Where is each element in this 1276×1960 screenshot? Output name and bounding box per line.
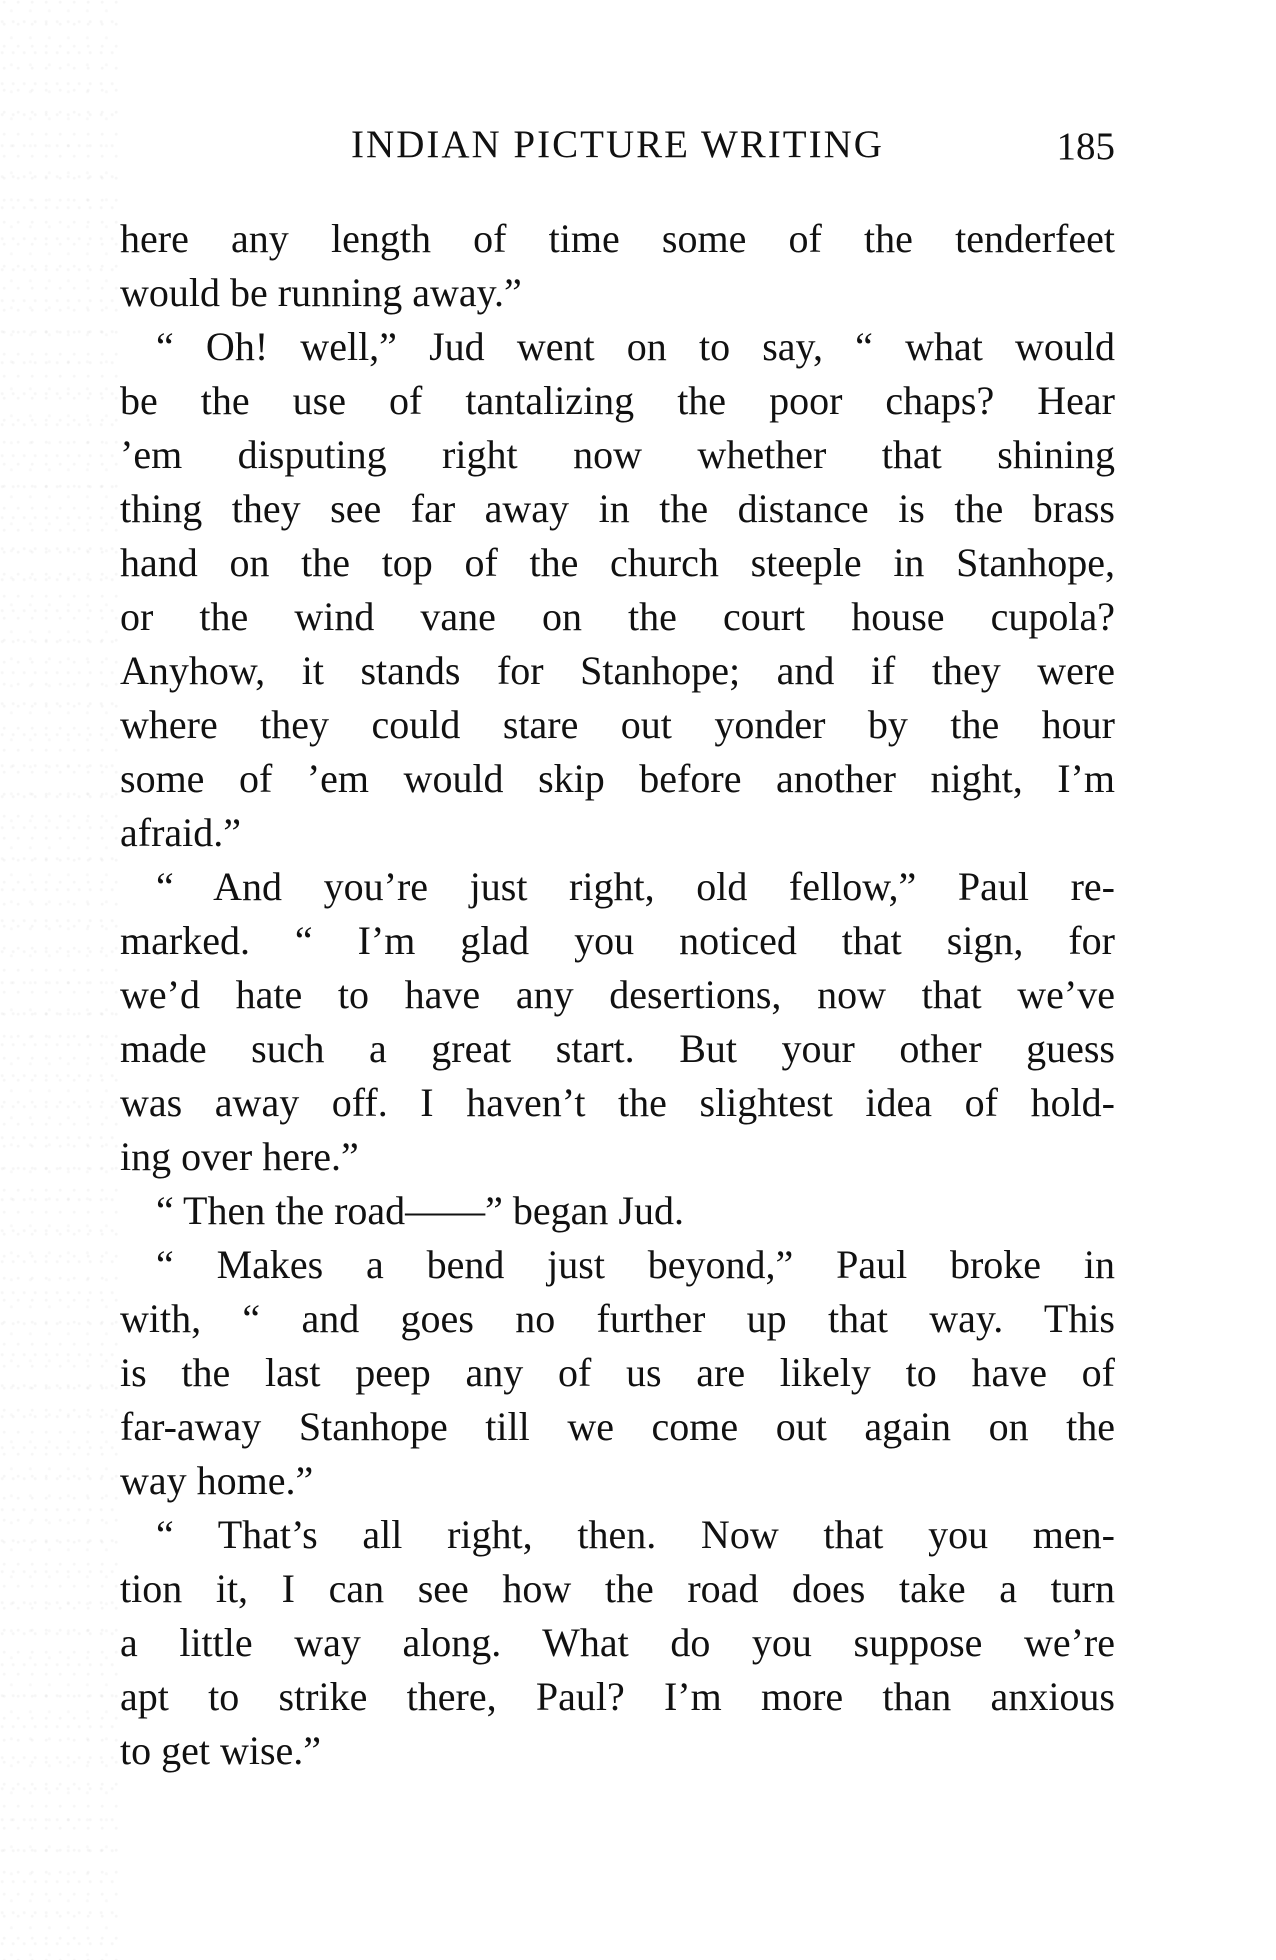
text-line: ’em disputing right now whether that shining [120, 432, 1115, 477]
text-line: where they could stare out yonder by the hour [120, 702, 1115, 747]
running-head: INDIAN PICTURE WRITING [351, 123, 884, 166]
text-line: way home.” [120, 1458, 314, 1503]
page-edge-speckle [0, 0, 120, 1960]
text-line: hand on the top of the church steeple in Stanhope, [120, 540, 1115, 585]
text-line: “ Oh! well,” Jud went on to say, “ what would [156, 324, 1115, 369]
text-line: was away off. I haven’t the slightest idea of hold- [120, 1080, 1115, 1125]
text-line: made such a great start. But your other guess [120, 1026, 1115, 1071]
text-line: we’d hate to have any desertions, now that we’ve [120, 972, 1115, 1017]
text-line: tion it, I can see how the road does take a turn [120, 1566, 1115, 1611]
text-line: ing over here.” [120, 1134, 359, 1179]
text-line: a little way along. What do you suppose we’re [120, 1620, 1115, 1665]
text-line: here any length of time some of the tenderfeet [120, 216, 1115, 261]
text-line: or the wind vane on the court house cupola? [120, 594, 1115, 639]
page-header [120, 122, 1115, 174]
text-line: “ That’s all right, then. Now that you men- [156, 1512, 1115, 1557]
text-line: is the last peep any of us are likely to have of [120, 1350, 1115, 1395]
page-number: 185 [1056, 125, 1115, 168]
text-line: Anyhow, it stands for Stanhope; and if they were [120, 648, 1115, 693]
text-line: afraid.” [120, 810, 242, 855]
text-line: marked. “ I’m glad you noticed that sign, for [120, 918, 1115, 963]
text-line: would be running away.” [120, 270, 522, 315]
text-line: thing they see far away in the distance is the brass [120, 486, 1115, 531]
text-line: some of ’em would skip before another night, I’m [120, 756, 1115, 801]
text-line: apt to strike there, Paul? I’m more than anxious [120, 1674, 1115, 1719]
text-line: be the use of tantalizing the poor chaps? Hear [120, 378, 1115, 423]
body-text [120, 212, 1115, 1778]
text-line: with, “ and goes no further up that way. This [120, 1296, 1115, 1341]
text-line: to get wise.” [120, 1728, 322, 1773]
text-line: far-away Stanhope till we come out again on the [120, 1404, 1115, 1449]
text-line: “ And you’re just right, old fellow,” Paul re- [156, 864, 1115, 909]
text-line: “ Makes a bend just beyond,” Paul broke in [156, 1242, 1115, 1287]
text-line: “ Then the road——” began Jud. [156, 1188, 684, 1233]
